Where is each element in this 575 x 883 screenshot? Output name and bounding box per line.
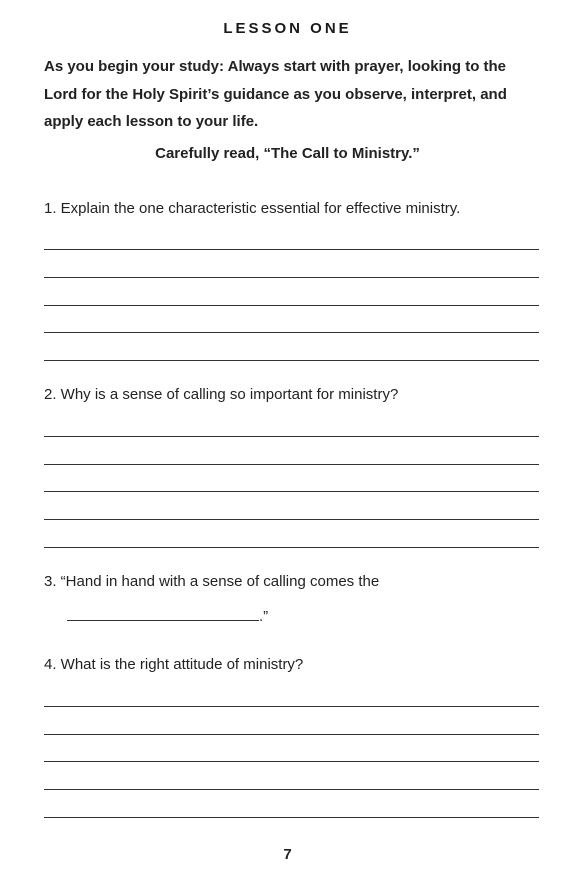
answer-line — [44, 706, 539, 707]
answer-line — [44, 519, 539, 520]
answer-line — [44, 761, 539, 762]
blank-suffix: .” — [259, 608, 269, 625]
blank-underline — [67, 606, 259, 621]
fill-in-blank — [67, 606, 268, 625]
answer-line — [44, 491, 539, 492]
answer-line — [44, 789, 539, 790]
answer-line — [44, 547, 539, 548]
answer-line — [44, 360, 539, 361]
intro-paragraph: As you begin your study: Always start with prayer, looking to the Lord for the Holy Spirit’s guidance as you observe, interpret, and apply each lesson to your life. — [44, 58, 507, 130]
question-1: 1. Explain the one characteristic essential for effective ministry. — [44, 200, 461, 217]
answer-line — [44, 277, 539, 278]
reading-instruction: Carefully read, “The Call to Ministry.” — [155, 145, 420, 162]
answer-line — [44, 464, 539, 465]
answer-line — [44, 332, 539, 333]
answer-line — [44, 249, 539, 250]
answer-line — [44, 817, 539, 818]
question-2: 2. Why is a sense of calling so important for ministry? — [44, 386, 399, 403]
answer-line — [44, 305, 539, 306]
answer-line — [44, 734, 539, 735]
lesson-title: LESSON ONE — [223, 20, 352, 37]
question-4: 4. What is the right attitude of ministry? — [44, 656, 304, 673]
answer-line — [44, 436, 539, 437]
question-3: 3. “Hand in hand with a sense of calling comes the — [44, 573, 380, 590]
page-number: 7 — [283, 846, 292, 863]
